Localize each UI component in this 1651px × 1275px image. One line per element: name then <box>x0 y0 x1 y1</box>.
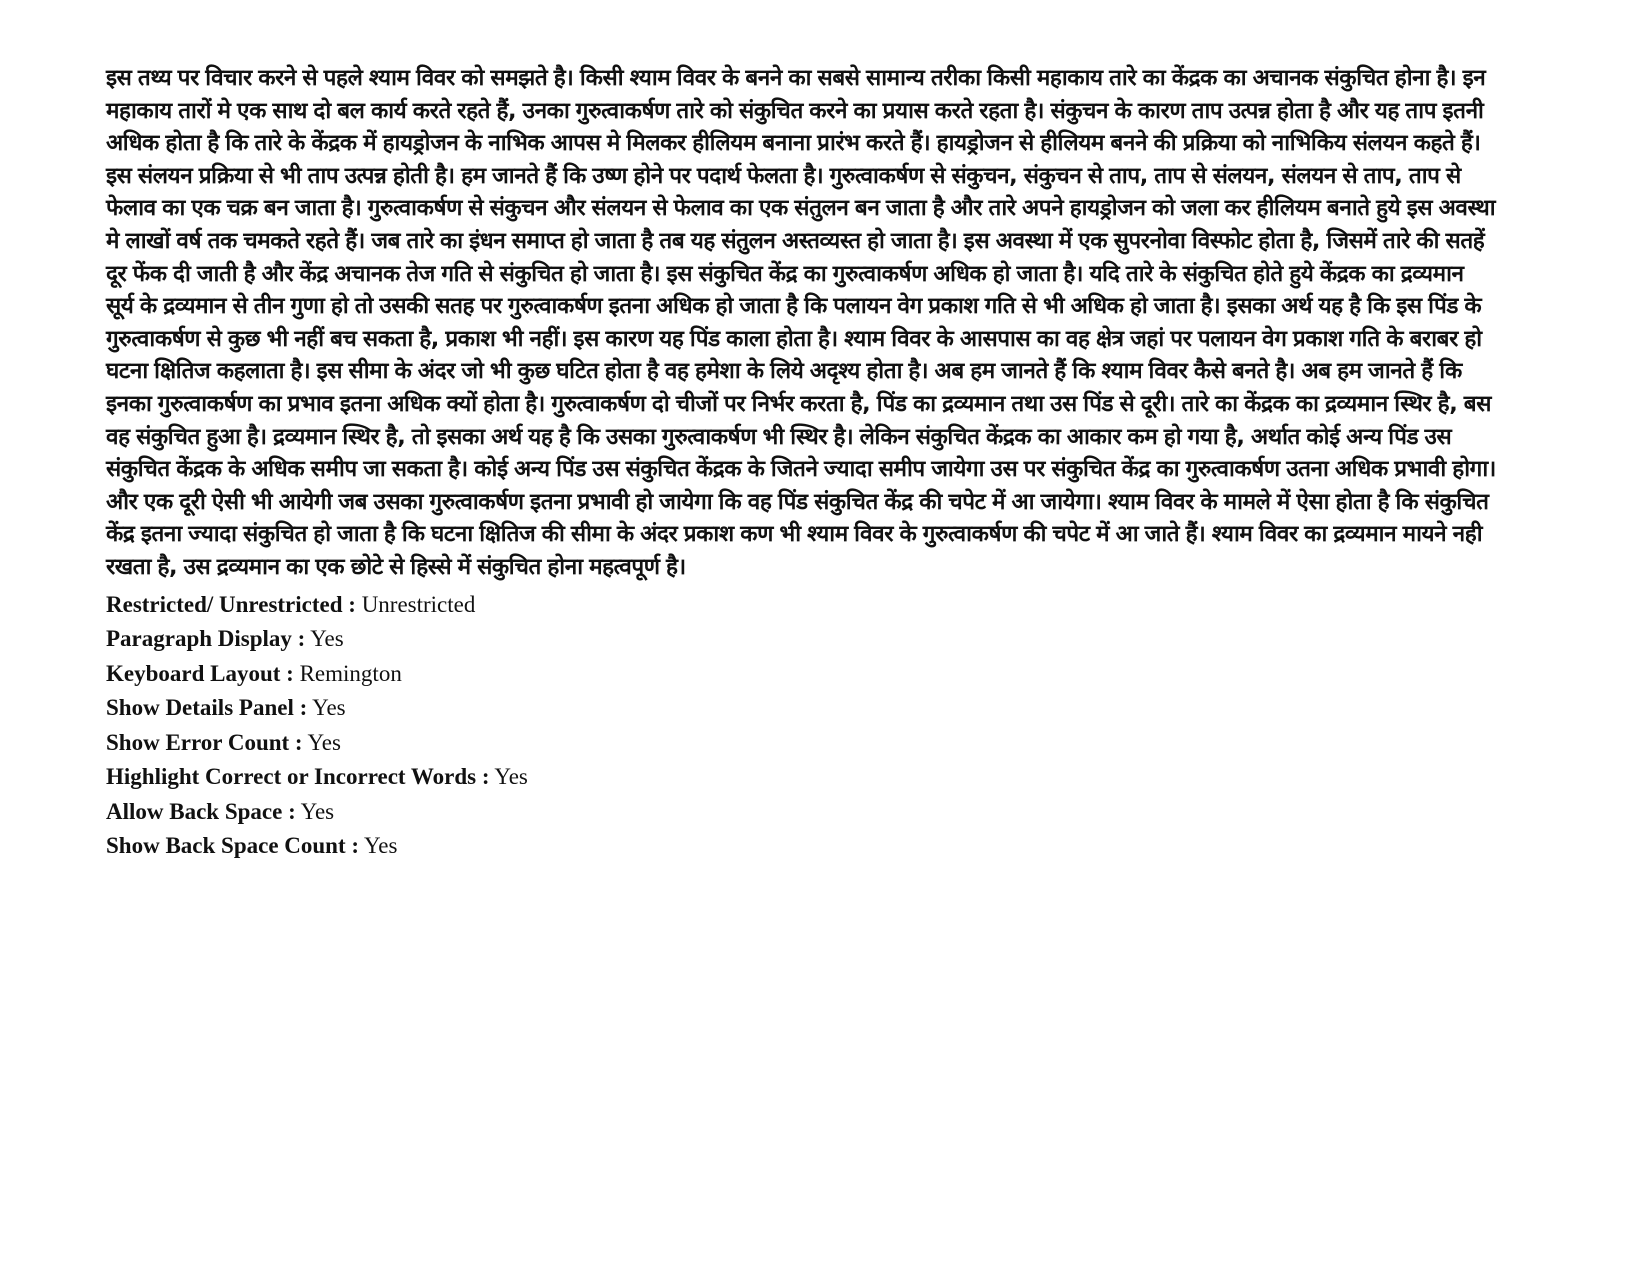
setting-value: Unrestricted <box>361 591 476 617</box>
hindi-passage: इस तथ्य पर विचार करने से पहले श्याम विवर को समझते है। किसी श्याम विवर के बनने का सबसे सामान्य तरीका किसी महाकाय तारे का केंद्रक का अचानक संकुचित होना है। इन महाकाय तारों मे एक साथ दो बल कार्य करते रहते हैं, उनका गुरुत्वाकर्षण तारे को संकुचित करने का प्रयास करते रहता है। संकुचन के कारण ताप उत्पन्न होता है और यह ताप इतनी अधिक होता है कि तारे के केंद्रक में हायड्रोजन के नाभिक आपस मे मिलकर हीलियम बनाना प्रारंभ करते हैं। हायड्रोजन से हीलियम बनने की प्रक्रिया को नाभिकिय संलयन कहते हैं। इस संलयन प्रक्रिया से भी ताप उत्पन्न होती है। हम जानते हैं कि उष्ण होने पर पदार्थ फेलता है। गुरुत्वाकर्षण से संकुचन, संकुचन से ताप, ताप से संलयन, संलयन से ताप, ताप से फेलाव का एक चक्र बन जाता है। गुरुत्वाकर्षण से संकुचन और संलयन से फेलाव का एक संतुलन बन जाता है और तारे अपने हायड्रोजन को जला कर हीलियम बनाते हुये इस अवस्था मे लाखों वर्ष तक चमकते रहते हैं। जब तारे का इंधन समाप्त हो जाता है तब यह संतुलन अस्तव्यस्त हो जाता है। इस अवस्था में एक सुपरनोवा विस्फोट होता है, जिसमें तारे की सतहें दूर फेंक दी जाती है और केंद्र अचानक तेज गति से संकुचित हो जाता है। इस संकुचित केंद्र का गुरुत्वाकर्षण अधिक हो जाता है। यदि तारे के संकुचित होते हुये केंद्रक का द्रव्यमान सूर्य के द्रव्यमान से तीन गुणा हो तो उसकी सतह पर गुरुत्वाकर्षण इतना अधिक हो जाता है कि पलायन वेग प्रकाश गति से भी अधिक हो जाता है। इसका अर्थ यह है कि इस पिंड के गुरुत्वाकर्षण से कुछ भी नहीं बच सकता है, प्रकाश भी नहीं। इस कारण यह पिंड काला होता है। श्याम विवर के आसपास का वह क्षेत्र जहां पर पलायन वेग प्रकाश गति के बराबर हो घटना क्षितिज कहलाता है। इस सीमा के अंदर जो भी कुछ घटित होता है वह हमेशा के लिये अदृश्य होता है। अब हम जानते हैं कि श्याम विवर कैसे बनते है। अब हम जानते हैं कि इनका गुरुत्वाकर्षण का प्रभाव इतना अधिक क्यों होता है। गुरुत्वाकर्षण दो चीजों पर निर्भर करता है, पिंड का द्रव्यमान तथा उस पिंड से दूरी। तारे का केंद्रक का द्रव्यमान स्थिर है, बस वह संकुचित हुआ है। द्रव्यमान स्थिर है, तो इसका अर्थ यह है कि उसका गुरुत्वाकर्षण भी स्थिर है। लेकिन संकुचित केंद्रक का आकार कम हो गया है, अर्थात कोई अन्य पिंड उस संकुचित केंद्रक के अधिक समीप जा सकता है। कोई अन्य पिंड उस संकुचित केंद्रक के जितने ज्यादा समीप जायेगा उस पर संकुचित केंद्र का गुरुत्वाकर्षण उतना अधिक प्रभावी होगा। और एक दूरी ऐसी भी आयेगी जब उसका गुरुत्वाकर्षण इतना प्रभावी हो जायेगा कि वह पिंड संकुचित केंद्र की चपेट में आ जायेगा। श्याम विवर के मामले में ऐसा होता है कि संकुचित केंद्र इतना ज्यादा संकुचित हो जाता है कि घटना क्षितिज की सीमा के अंदर प्रकाश कण भी श्याम विवर के गुरुत्वाकर्षण की चपेट में आ जाते हैं। श्याम विवर का द्रव्यमान मायने नही रखता है, उस द्रव्यमान का एक छोटे से हिस्से में संकुचित होना महत्वपूर्ण है। <box>106 65 1496 580</box>
setting-keyboard-layout <box>106 657 1496 692</box>
setting-label: Show Error Count : <box>106 729 303 755</box>
setting-show-back-space-count <box>106 829 1496 864</box>
setting-value: Yes <box>312 695 346 720</box>
setting-show-details-panel <box>106 691 1496 726</box>
setting-paragraph-display <box>106 622 1496 657</box>
setting-value: Yes <box>300 798 335 824</box>
setting-value: Yes <box>363 833 398 858</box>
setting-label: Restricted/ Unrestricted : <box>106 591 356 617</box>
settings-list <box>106 588 1496 864</box>
setting-value: Yes <box>307 729 341 755</box>
setting-label: Highlight Correct or Incorrect Words : <box>106 764 490 789</box>
setting-label: Allow Back Space : <box>106 798 296 824</box>
setting-highlight-words <box>106 760 1496 795</box>
setting-label: Show Details Panel : <box>106 695 308 720</box>
setting-value: Yes <box>494 764 528 789</box>
setting-show-error-count <box>106 726 1496 761</box>
setting-restriction <box>106 588 1496 623</box>
setting-value: Yes <box>310 626 344 651</box>
setting-label: Show Back Space Count : <box>106 833 360 858</box>
setting-label: Paragraph Display : <box>106 626 306 651</box>
setting-label: Keyboard Layout : <box>106 660 294 686</box>
setting-value: Remington <box>299 660 402 686</box>
setting-allow-back-space <box>106 795 1496 830</box>
